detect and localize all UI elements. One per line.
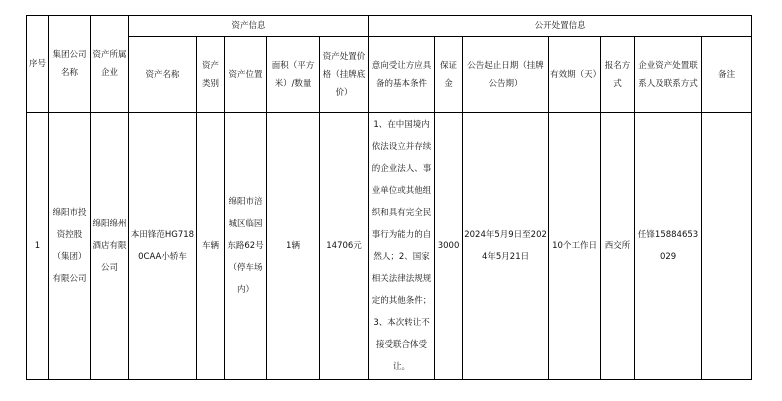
header-deposit: 保证金 <box>435 37 463 113</box>
header-asset-location: 资产位置 <box>225 37 267 113</box>
cell-asset-type: 车辆 <box>197 113 225 380</box>
cell-asset-location: 绵阳市涪城区临园东路62号（停车场内） <box>225 113 267 380</box>
header-remark: 备注 <box>702 37 752 113</box>
cell-validity: 10个工作日 <box>549 113 601 380</box>
group-header-row <box>27 16 752 37</box>
header-period: 公告起止日期（挂牌公告期） <box>463 37 549 113</box>
cell-remark <box>702 113 752 380</box>
table-row <box>27 113 752 380</box>
header-asset-name: 资产名称 <box>129 37 197 113</box>
cell-owner: 绵阳绵州酒店有限公司 <box>91 113 129 380</box>
cell-period: 2024年5月9日至2024年5月21日 <box>463 113 549 380</box>
disposal-table <box>26 15 752 380</box>
cell-contact: 任锋15884653029 <box>635 113 702 380</box>
cell-seq: 1 <box>27 113 49 380</box>
cell-asset-name: 本田锋范HG7180CAA小轿车 <box>129 113 197 380</box>
group-header-disposal-info: 公开处置信息 <box>369 16 752 37</box>
cell-conditions: 1、在中国境内依法设立并存续的企业法人、事业单位或其他组织和具有完全民事行为能力的自然人；2、国家相关法律法规规定的其他条件；3、本次转让不接受联合体受让。 <box>369 113 435 380</box>
header-conditions: 意向受让方应具备的基本条件 <box>369 37 435 113</box>
header-area: 面积（平方米）/数量 <box>267 37 320 113</box>
header-price: 资产处置价格（挂牌底价） <box>320 37 369 113</box>
cell-deposit: 3000 <box>435 113 463 380</box>
group-header-asset-info: 资产信息 <box>129 16 369 37</box>
column-header-row <box>27 37 752 113</box>
header-validity: 有效期（天） <box>549 37 601 113</box>
header-group-company: 集团公司名称 <box>49 16 91 113</box>
header-asset-type: 资产类别 <box>197 37 225 113</box>
header-owner: 资产所属企业 <box>91 16 129 113</box>
header-method: 报名方式 <box>601 37 635 113</box>
cell-price: 14706元 <box>320 113 369 380</box>
cell-method: 西交所 <box>601 113 635 380</box>
header-contact: 企业资产处置联系人及联系方式 <box>635 37 702 113</box>
cell-group-company: 绵阳市投资控股（集团）有限公司 <box>49 113 91 380</box>
cell-area: 1辆 <box>267 113 320 380</box>
header-seq: 序号 <box>27 16 49 113</box>
